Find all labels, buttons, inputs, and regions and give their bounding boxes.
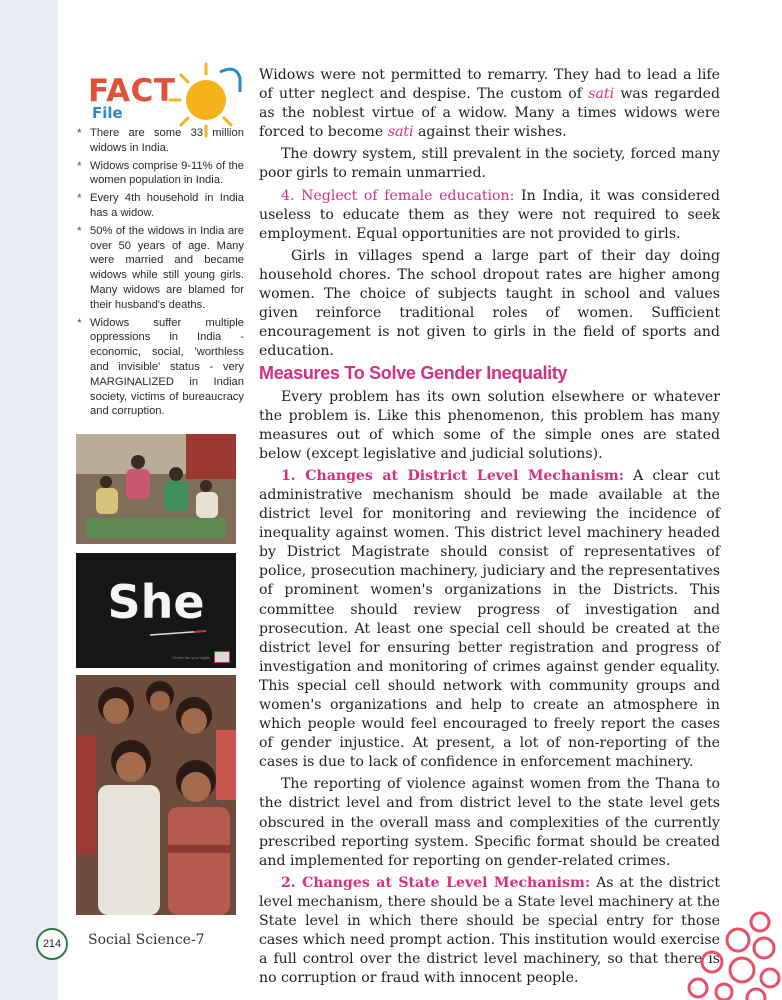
paragraph: 2. Changes at State Level Mechanism: As at the district level mechanism, there should be a State level machinery at the State level in which there should be special entry for those cases which need prompt action. This institution would exercise a full control over the district level machinery, so that there is no corruption or fraud with innocent people. bbox=[259, 874, 720, 987]
fact-item: * There are some 33 million widows in India. bbox=[77, 126, 244, 154]
book-title: Social Science-7 bbox=[88, 932, 205, 948]
decorative-circles-icon bbox=[672, 900, 782, 1000]
subheading: 1. Changes at District Level Mechanism: bbox=[281, 467, 625, 484]
page-number: 214 bbox=[36, 928, 68, 960]
fact-subtitle: File bbox=[92, 104, 123, 122]
fact-title: FACT bbox=[88, 73, 176, 109]
paragraph: 1. Changes at District Level Mechanism: A clear cut administrative mechanism should be made available at the district level for monitoring and reviewing the incidence of inequality against women. This district level machinery headed by District Magistrate should consist of representatives of police, prosecution machinery, judiciary and the representatives of prominent women's organizations in the Districts. This committee should review progress of investigation and prosecution. At least one special cell should be created at the district level for ensuring better registration and progress of investigation and monitoring of crimes against gender equality. This special cell should network with community groups and women's organizations and help to create an atmosphere in which people would feel encouraged to freely report the cases of gender injustice. At present, a lot of non-reporting of the cases is due to lack of confidence in enforcement machinery. bbox=[259, 467, 720, 771]
fact-list bbox=[76, 126, 244, 422]
paragraph: The reporting of violence against women from the Thana to the district level and from district level to the state level gets obscured in the overall mass and complexities of the currently prescribed reporting system. Specific format should be created and implemented for reporting on gender-related crimes. bbox=[259, 776, 720, 869]
left-margin-strip bbox=[0, 0, 58, 1000]
fact-item: * Widows suffer multiple oppressions in India - economic, social, 'worthless and invisible' status - very MARGINALIZED in Indian society, victims of bureaucracy and corruption. bbox=[77, 315, 244, 418]
fact-item: * Widows comprise 9-11% of the women population in India. bbox=[77, 158, 244, 187]
section-title: Measures To Solve Gender Inequality bbox=[259, 363, 568, 384]
she-word: She bbox=[107, 575, 205, 629]
paragraph: Girls in villages spend a large part of their day doing household chores. The school dropout rates are higher among women. The choice of subjects taught in school and values given reinforce traditional roles of women. Sufficient encouragement is not given to girls in the field of sports and education. bbox=[259, 247, 720, 360]
paragraph: Every problem has its own solution elsewhere or whatever the problem is. Like this phenomenon, this problem has many measures out of which some of the simple ones are stated below (except legislative and judicial solutions). bbox=[259, 388, 720, 462]
main-text bbox=[259, 66, 720, 991]
fact-item: * Every 4th household in India has a widow. bbox=[77, 191, 244, 219]
fact-item: * 50% of the widows in India are over 50 years of age. Many were married and became widows while still young girls. Many widows are blamed for their husband's deaths. bbox=[77, 223, 244, 311]
pen-stroke-icon bbox=[148, 629, 208, 637]
paragraph: Widows were not permitted to remarry. They had to lead a life of utter neglect and despise. The custom of sati was regarded as the noblest virtue of a widow. Many a times widows were forced to become sati against their wishes. bbox=[259, 67, 720, 141]
she-tagline: Check the your rights bbox=[172, 655, 210, 660]
photo-she-poster bbox=[76, 553, 236, 668]
subheading: 2. Changes at State Level Mechanism: bbox=[281, 874, 591, 891]
subheading: 4. Neglect of female education: bbox=[281, 187, 515, 204]
logo-icon bbox=[214, 651, 230, 663]
photo-schoolgirls bbox=[76, 675, 236, 915]
paragraph: 4. Neglect of female education: In India, it was considered useless to educate them as they were not required to seek employment. Equal opportunities are not provided to girls. bbox=[259, 187, 720, 242]
paragraph: The dowry system, still prevalent in the society, forced many poor girls to remain unmarried. bbox=[259, 146, 720, 182]
photo-village-women bbox=[76, 434, 236, 544]
